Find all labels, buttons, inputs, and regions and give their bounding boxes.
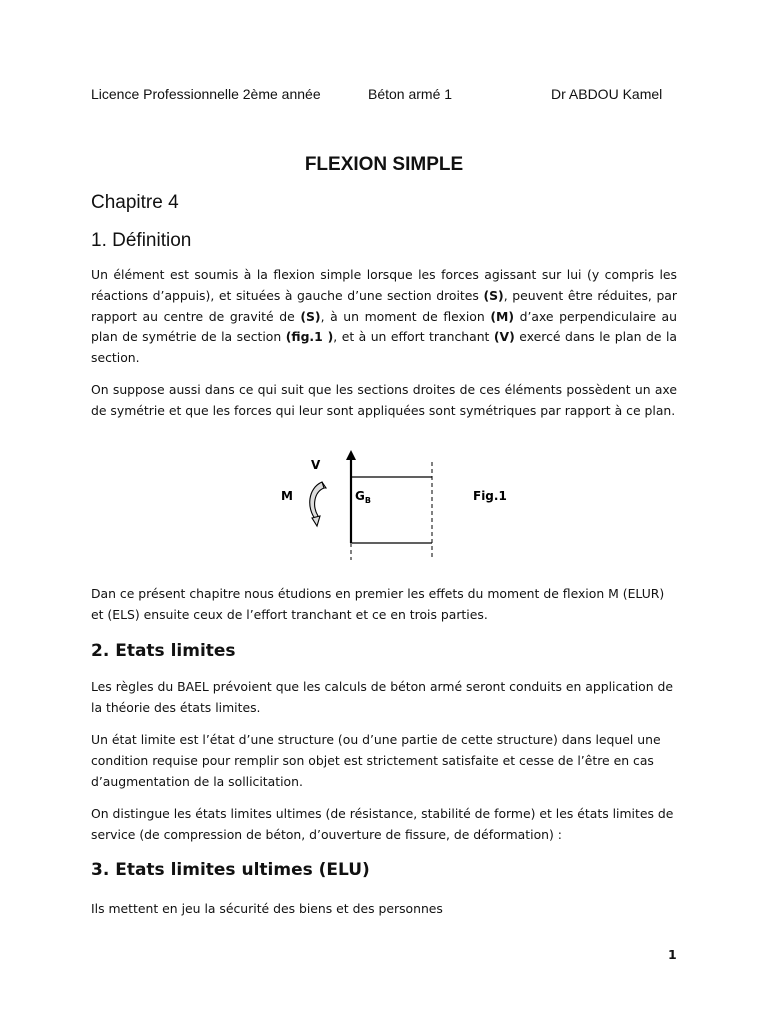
header-course: Licence Professionnelle 2ème année bbox=[91, 86, 321, 102]
figure-caption: Fig.1 bbox=[473, 489, 507, 503]
moment-arrow-icon bbox=[310, 482, 326, 526]
section-heading-etats-limites: 2. Etats limites bbox=[91, 641, 236, 661]
paragraph-definition: Un élément est soumis à la flexion simple lorsque les forces agissant sur lui (y compris les réactions d’appuis), et situées à gauche d’une section droites (S), peuvent être réduites, par rapport au centre de gravité de (S), à un moment de flexion (M) d’axe perpendiculaire au plan de symétrie de la section (fig.1 ), et à un effort tranchant (V) exercé dans le plan de la section. bbox=[91, 267, 677, 366]
page-number: 1 bbox=[668, 947, 677, 962]
paragraph-bael: Les règles du BAEL prévoient que les calculs de béton armé seront conduits en application de la théorie des états limites. bbox=[91, 679, 674, 715]
paragraph-distinction: On distingue les états limites ultimes (de résistance, stabilité de forme) et les états limites de service (de compression de béton, d’ouverture de fissure, de déformation) : bbox=[91, 806, 674, 842]
section-heading-definition: 1. Définition bbox=[91, 230, 192, 251]
paragraph-etat-limite: Un état limite est l’état d’une structure (ou d’une partie de cette structure) dans lequel une condition requise pour remplir son objet est strictement satisfaite et cesse de l’être en cas d’augmentation de la sollicitation. bbox=[91, 732, 661, 789]
label-m: M bbox=[281, 489, 293, 503]
shear-arrow-head bbox=[346, 450, 356, 460]
header-subject: Béton armé 1 bbox=[368, 86, 453, 102]
label-g: $G_B$ bbox=[355, 489, 371, 505]
paragraph-chapter-intro: Dan ce présent chapitre nous étudions en premier les effets du moment de flexion M (ELUR) et (ELS) ensuite ceux de l’effort tranchant et ce en trois parties. bbox=[91, 586, 665, 622]
section-heading-elu: 3. Etats limites ultimes (ELU) bbox=[91, 860, 370, 880]
paragraph-securite: Ils mettent en jeu la sécurité des biens et des personnes bbox=[91, 901, 443, 916]
label-v: V bbox=[311, 458, 321, 472]
figure-1-diagram bbox=[270, 450, 530, 560]
paragraph-symmetry: On suppose aussi dans ce qui suit que les sections droites de ces éléments possèdent un axe de symétrie et que les forces qui leur sont appliquées sont symétriques par rapport à ce plan. bbox=[91, 382, 677, 418]
chapter-heading: Chapitre 4 bbox=[91, 192, 179, 213]
header-author: Dr ABDOU Kamel bbox=[551, 86, 663, 102]
document-title: FLEXION SIMPLE bbox=[304, 154, 464, 175]
